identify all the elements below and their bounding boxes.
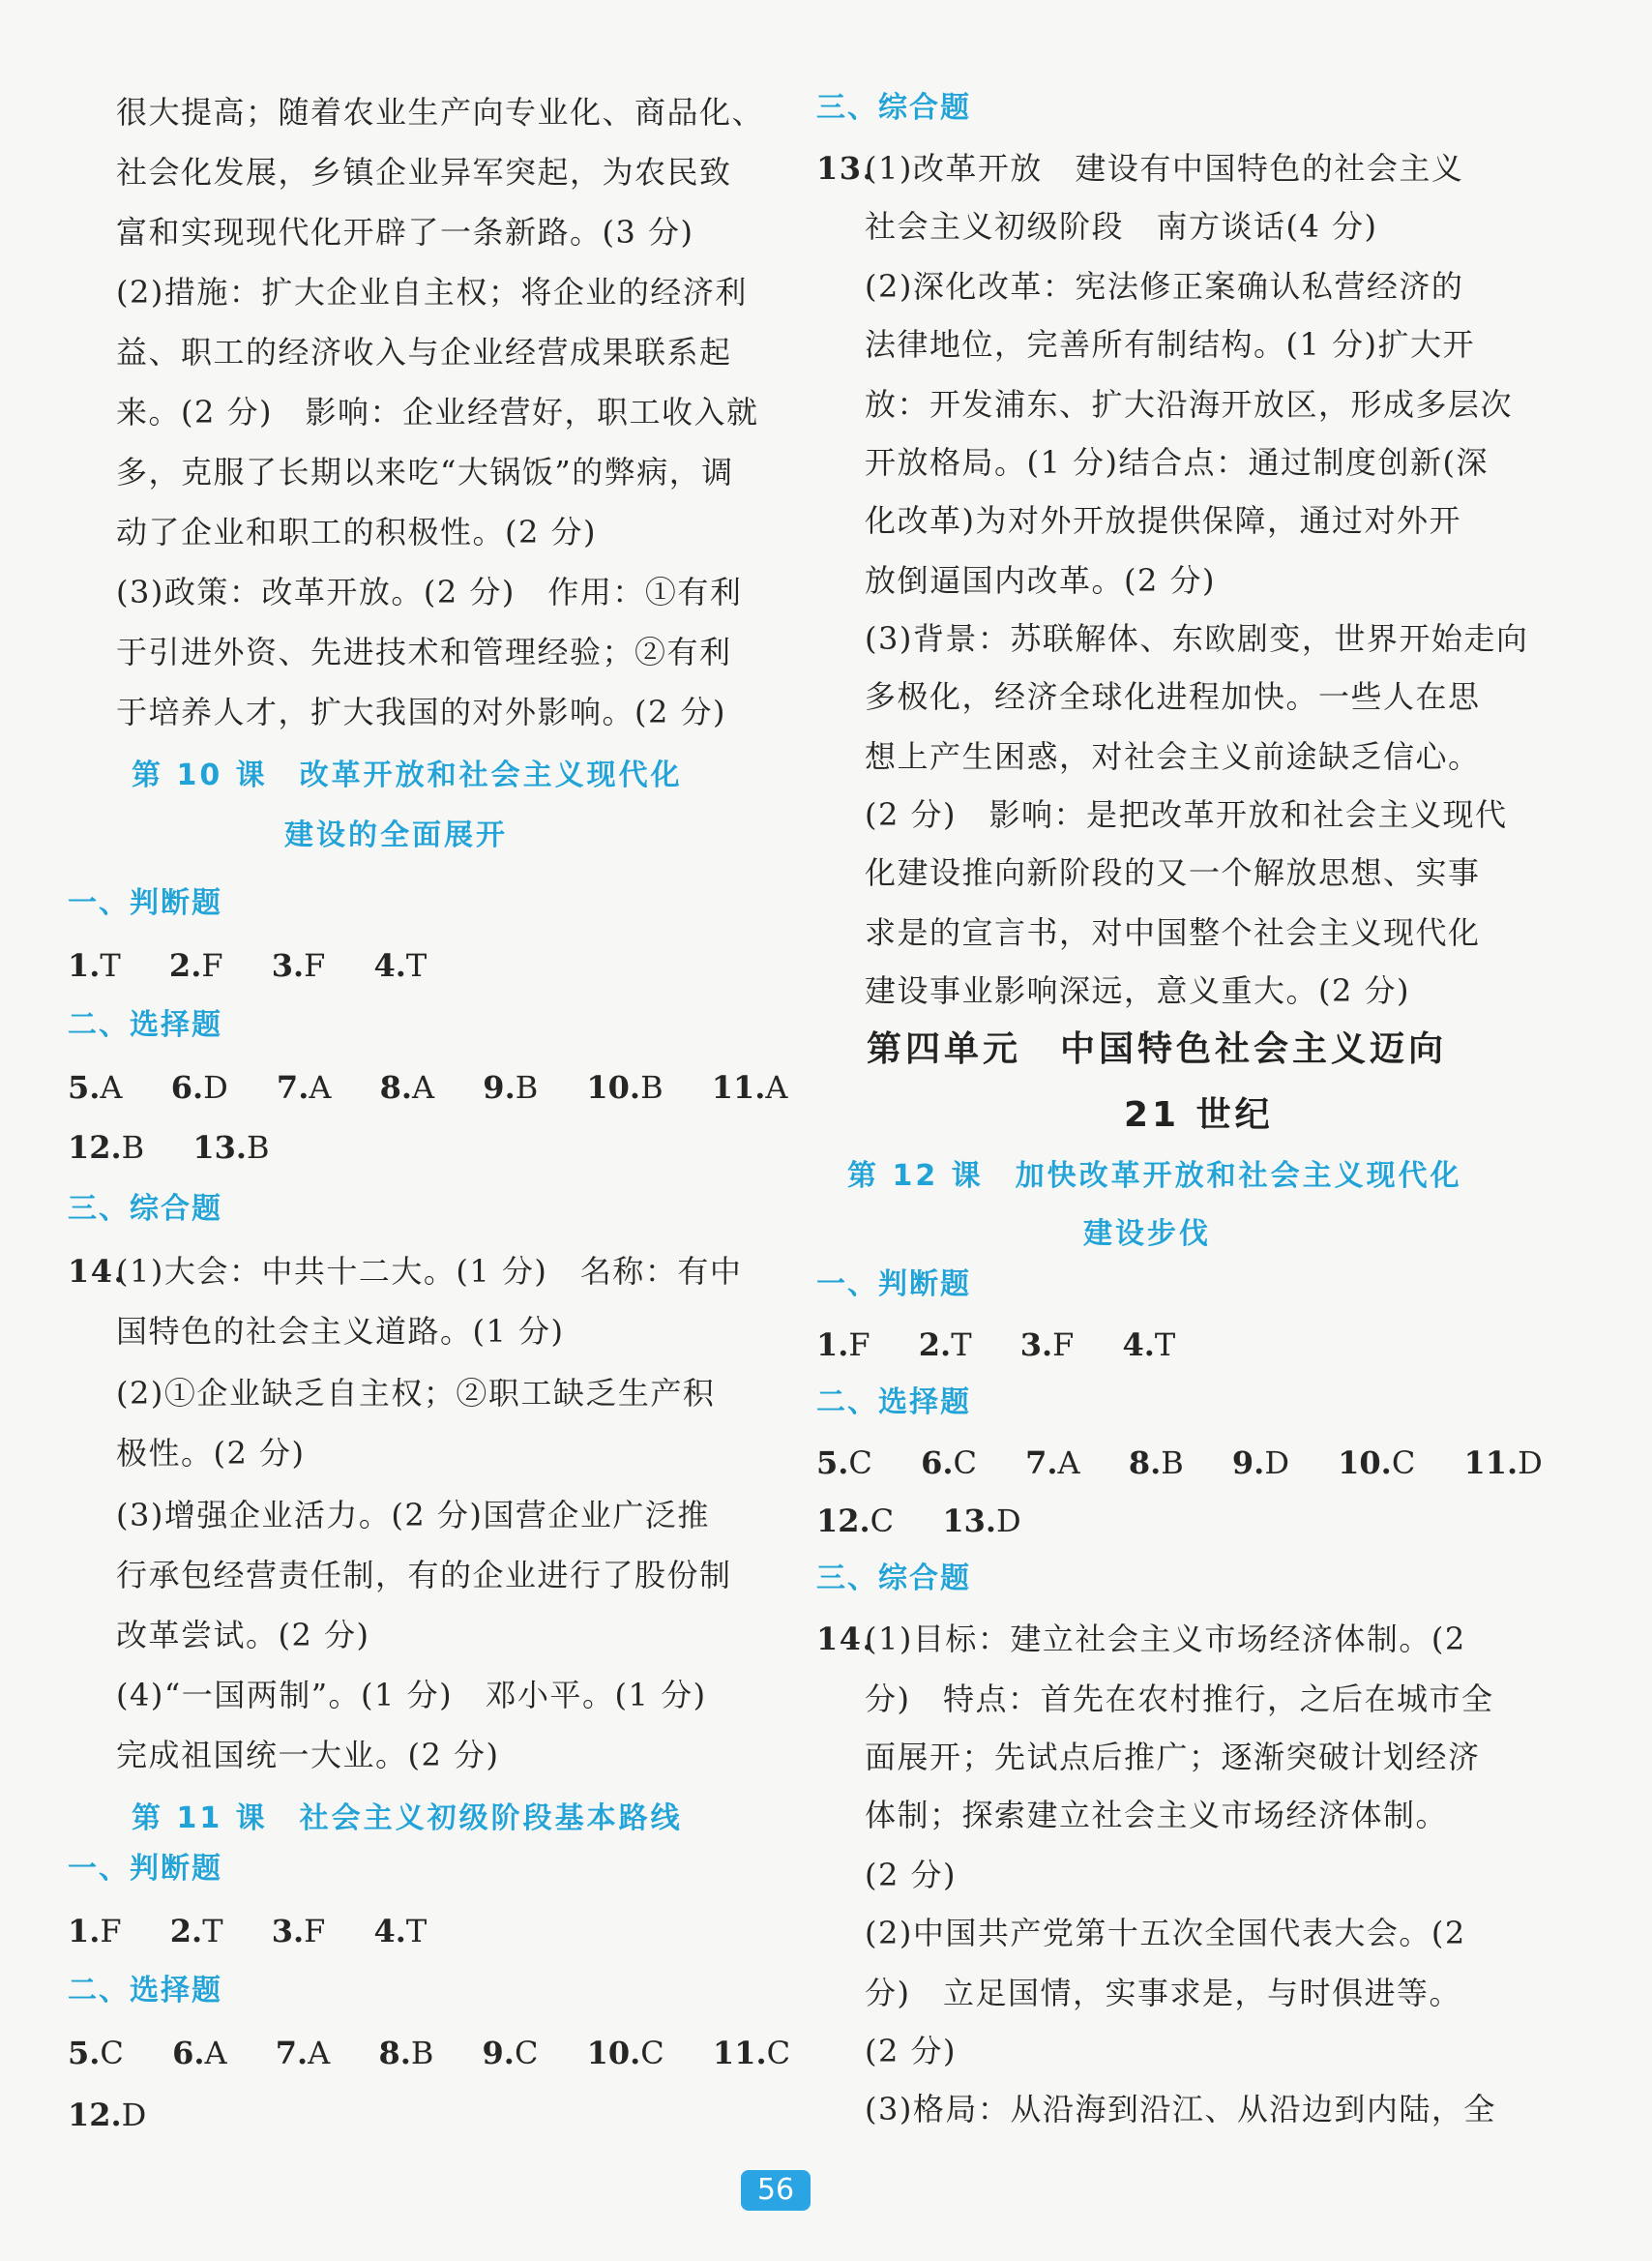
answer-item: 5.A: [68, 1069, 123, 1106]
text-line: (2 分): [865, 2033, 958, 2069]
text-line: (2 分): [865, 1857, 958, 1893]
answer-item: 7.A: [275, 2035, 331, 2071]
text-line: (1)改革开放 建设有中国特色的社会主义: [865, 150, 1464, 187]
answer-item: 5.C: [68, 2035, 124, 2071]
choice-answers: [68, 2032, 829, 2074]
answer-item: 4.T: [373, 1913, 428, 1949]
section-judge: 一、判断题: [816, 1267, 971, 1301]
text-line: (1)大会：中共十二大。(1 分) 名称：有中: [116, 1253, 743, 1290]
judge-answers: [68, 944, 465, 987]
answer-item: 10.B: [586, 1069, 664, 1106]
answer-item: 5.C: [816, 1444, 872, 1481]
answer-item: 10.C: [586, 2035, 664, 2071]
page-number: 56: [741, 2170, 811, 2211]
text-line: (4)“一国两制”。(1 分) 邓小平。(1 分): [116, 1677, 707, 1713]
text-line: 面展开；先试点后推广；逐渐突破计划经济: [865, 1739, 1481, 1775]
answer-item: 2.T: [918, 1326, 972, 1363]
choice-answers: [68, 2094, 185, 2136]
answer-item: 11.A: [711, 1069, 788, 1106]
text-line: (1)目标：建立社会主义市场经济体制。(2: [865, 1621, 1466, 1657]
text-line: 分) 立足国情，实事求是，与时俱进等。: [865, 1975, 1461, 2011]
section-judge: 一、判断题: [68, 886, 222, 920]
text-line: 分) 特点：首先在农村推行，之后在城市全: [865, 1681, 1494, 1717]
answer-item: 1.F: [68, 1913, 122, 1949]
text-line: (3)格局：从沿海到沿江、从沿边到内陆，全: [865, 2091, 1496, 2127]
text-line: (3)政策：改革开放。(2 分) 作用：①有利: [116, 574, 743, 610]
answer-item: 13.B: [192, 1129, 270, 1166]
section-choice: 二、选择题: [68, 1974, 222, 2008]
text-line: (2 分) 影响：是把改革开放和社会主义现代: [865, 796, 1508, 833]
text-line: (2)深化改革：宪法修正案确认私营经济的: [865, 268, 1464, 305]
answer-item: 10.C: [1338, 1444, 1416, 1481]
choice-answers: [816, 1500, 1060, 1542]
text-line: 多极化，经济全球化进程加快。一些人在思: [865, 678, 1481, 715]
choice-answers: [816, 1442, 1581, 1484]
text-line: 化改革)为对外开放提供保障，通过对外开: [865, 502, 1461, 539]
section-comprehensive: 三、综合题: [816, 1562, 971, 1595]
text-line: (2)措施：扩大企业自主权；将企业的经济利: [116, 274, 748, 311]
answer-item: 12.C: [816, 1502, 895, 1539]
answer-item: 2.T: [169, 1913, 223, 1949]
text-line: (2)中国共产党第十五次全国代表大会。(2: [865, 1915, 1466, 1951]
text-line: 开放格局。(1 分)结合点：通过制度创新(深: [865, 444, 1489, 481]
text-line: 放倒逼国内改革。(2 分): [865, 562, 1217, 599]
section-judge: 一、判断题: [68, 1852, 222, 1886]
answer-item: 9.B: [483, 1069, 539, 1106]
judge-answers: [816, 1324, 1214, 1366]
lesson-12-title: 第 12 课 加快改革开放和社会主义现代化: [847, 1159, 1462, 1193]
answer-item: 3.F: [271, 947, 326, 984]
answer-item: 11.C: [712, 2035, 791, 2071]
text-line: 法律地位，完善所有制结构。(1 分)扩大开: [865, 326, 1476, 363]
question-number: 14.: [68, 1253, 127, 1290]
text-line: 改革尝试。(2 分): [116, 1617, 370, 1653]
text-line: 求是的宣言书，对中国整个社会主义现代化: [865, 914, 1481, 951]
answer-item: 13.D: [942, 1502, 1021, 1539]
text-line: 于培养人才，扩大我国的对外影响。(2 分): [116, 694, 727, 730]
text-line: (2)①企业缺乏自主权；②职工缺乏生产积: [116, 1375, 716, 1412]
question-number: 13.: [816, 150, 875, 187]
section-choice: 二、选择题: [816, 1385, 971, 1419]
section-choice: 二、选择题: [68, 1008, 222, 1042]
text-line: 体制；探索建立社会主义市场经济体制。: [865, 1797, 1449, 1833]
choice-answers: [68, 1066, 827, 1109]
answer-item: 6.A: [172, 2035, 227, 2071]
text-line: 社会化发展，乡镇企业异军突起，为农民致: [116, 154, 732, 191]
answer-item: 12.B: [68, 1129, 145, 1166]
text-line: 多，克服了长期以来吃“大锅饭”的弊病，调: [116, 454, 734, 491]
text-line: 想上产生困惑，对社会主义前途缺乏信心。: [865, 738, 1481, 775]
answer-item: 3.F: [271, 1913, 326, 1949]
answer-item: 7.A: [1025, 1444, 1080, 1481]
lesson-10-title-cont: 建设的全面展开: [284, 818, 508, 852]
answer-item: 1.T: [68, 947, 121, 984]
answer-item: 9.D: [1231, 1444, 1289, 1481]
answer-item: 7.A: [276, 1069, 332, 1106]
section-comprehensive: 三、综合题: [68, 1192, 222, 1226]
text-line: 完成祖国统一大业。(2 分): [116, 1737, 500, 1773]
text-line: 化建设推向新阶段的又一个解放思想、实事: [865, 854, 1481, 891]
unit-title-cont: 21 世纪: [1124, 1095, 1274, 1135]
text-line: 放：开发浦东、扩大沿海开放区，形成多层次: [865, 386, 1514, 423]
text-line: 于引进外资、先进技术和管理经验；②有利: [116, 634, 732, 670]
answer-item: 6.D: [170, 1069, 228, 1106]
text-line: (3)增强企业活力。(2 分)国营企业广泛推: [116, 1497, 710, 1533]
lesson-11-title: 第 11 课 社会主义初级阶段基本路线: [132, 1801, 683, 1835]
answer-item: 12.D: [68, 2097, 147, 2133]
text-line: 建设事业影响深远，意义重大。(2 分): [865, 972, 1411, 1009]
text-line: 国特色的社会主义道路。(1 分): [116, 1313, 565, 1350]
answer-item: 3.F: [1019, 1326, 1075, 1363]
choice-answers: [68, 1126, 309, 1169]
answer-item: 11.D: [1463, 1444, 1543, 1481]
answer-item: 4.T: [1122, 1326, 1176, 1363]
unit-title: 第四单元 中国特色社会主义迈向: [867, 1029, 1448, 1069]
question-number: 14.: [816, 1621, 875, 1657]
answer-item: 4.T: [373, 947, 428, 984]
text-line: 很大提高；随着农业生产向专业化、商品化、: [116, 94, 765, 131]
text-line: 益、职工的经济收入与企业经营成果联系起: [116, 334, 732, 371]
lesson-10-title: 第 10 课 改革开放和社会主义现代化: [132, 759, 683, 792]
judge-answers: [68, 1910, 465, 1952]
answer-item: 9.C: [482, 2035, 539, 2071]
answer-item: 2.F: [168, 947, 223, 984]
answer-item: 6.C: [921, 1444, 977, 1481]
text-line: 行承包经营责任制，有的企业进行了股份制: [116, 1557, 732, 1593]
text-line: 极性。(2 分): [116, 1435, 306, 1472]
answer-item: 1.F: [816, 1326, 870, 1363]
text-line: 富和实现现代化开辟了一条新路。(3 分): [116, 214, 694, 251]
text-line: 社会主义初级阶段 南方谈话(4 分): [865, 208, 1378, 245]
text-line: (3)背景：苏联解体、东欧剧变，世界开始走向: [865, 620, 1529, 657]
answer-item: 8.B: [1128, 1444, 1184, 1481]
answer-item: 8.A: [379, 1069, 435, 1106]
text-line: 来。(2 分) 影响：企业经营好，职工收入就: [116, 394, 759, 431]
lesson-12-title-cont: 建设步伐: [1083, 1217, 1211, 1251]
text-line: 动了企业和职工的积极性。(2 分): [116, 514, 598, 550]
section-comprehensive: 三、综合题: [816, 91, 971, 125]
answer-item: 8.B: [378, 2035, 434, 2071]
